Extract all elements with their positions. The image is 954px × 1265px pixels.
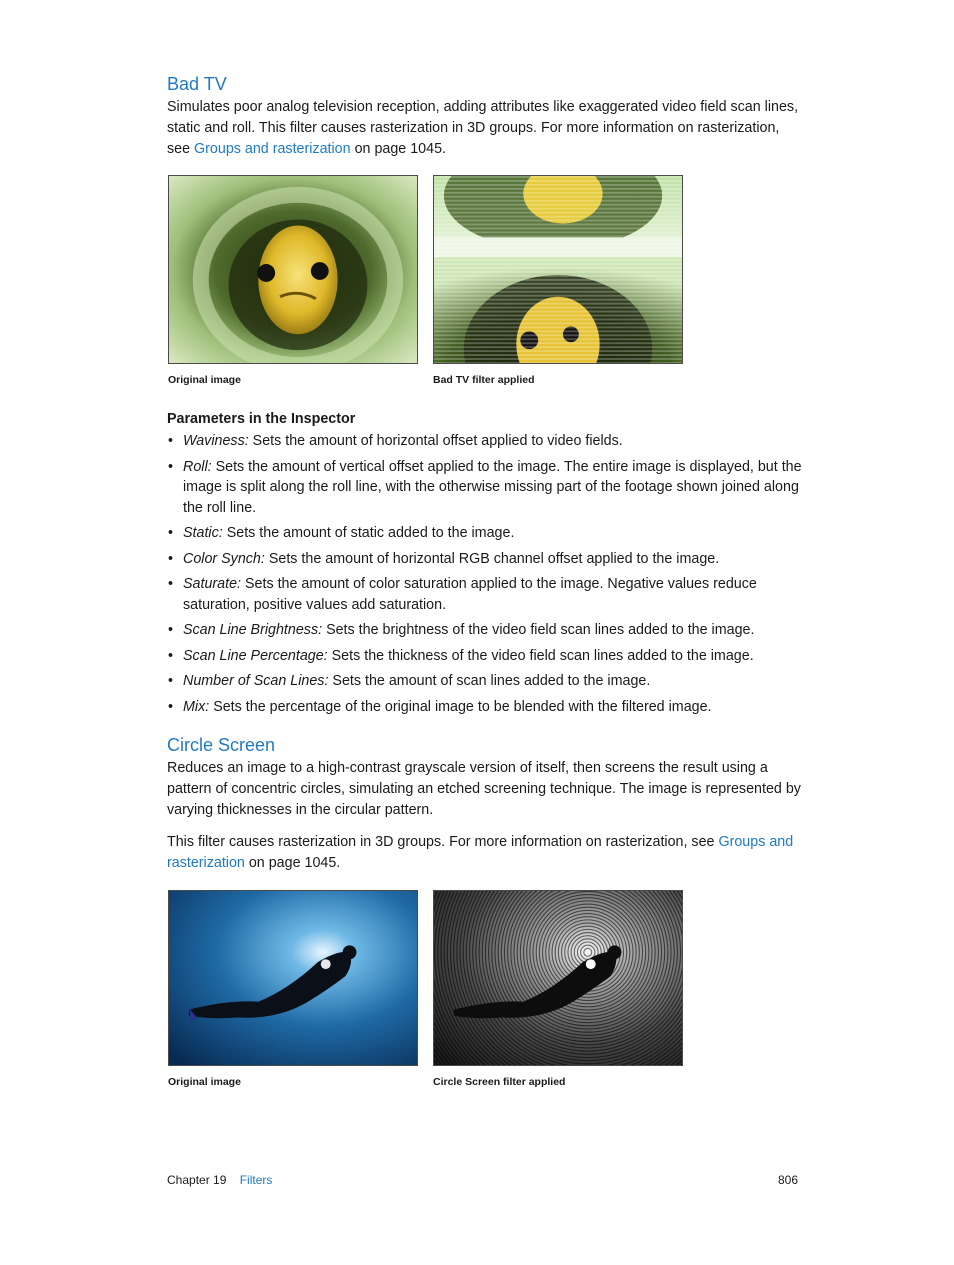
caption-badtv-applied: Bad TV filter applied [433, 374, 535, 386]
section-title-circle-screen: Circle Screen [167, 735, 276, 755]
circle-screen-rasterization-note [167, 832, 802, 874]
bullet-icon: • [168, 673, 174, 689]
parameter-description: Sets the amount of scan lines added to the image. [328, 673, 651, 689]
bullet-icon: • [168, 433, 174, 449]
footer-chapter [167, 1173, 272, 1187]
groups-rasterization-link-2[interactable]: Groups and rasterization [167, 834, 794, 871]
parameter-item [167, 646, 802, 667]
diver-circle-screen-image [433, 890, 683, 1066]
parameter-item [167, 523, 802, 544]
parameter-list [167, 431, 802, 722]
parameter-description: Sets the amount of horizontal offset applied to video fields. [248, 433, 623, 449]
parameter-name: Waviness: [183, 433, 249, 449]
parameter-name: Scan Line Percentage: [183, 647, 328, 664]
bad-tv-intro-tail: on page 1045. [350, 141, 446, 157]
bullet-icon: • [168, 525, 174, 541]
bullet-icon: • [168, 458, 174, 475]
parameter-item [167, 431, 802, 452]
bad-tv-intro [167, 97, 802, 160]
parameter-item [167, 697, 802, 718]
parameter-name: Color Synch: [183, 550, 265, 567]
diver-original-image [168, 890, 418, 1066]
parameter-name: Scan Line Brightness: [183, 622, 323, 638]
parameter-item [167, 574, 802, 615]
bullet-icon: • [168, 576, 174, 592]
parameter-description: Sets the amount of vertical offset applied to the image. The entire image is displayed, but the image is split along the roll line, with the otherwise missing part of the footage shown joined along the roll line. [183, 458, 802, 516]
parameter-name: Roll: [183, 458, 212, 475]
parameter-item [167, 671, 802, 692]
parameter-description: Sets the thickness of the video field scan lines added to the image. [327, 647, 754, 664]
bullet-icon: • [168, 647, 174, 664]
bullet-icon: • [168, 550, 174, 567]
caption-circle-screen-applied: Circle Screen filter applied [433, 1076, 566, 1088]
fish-badtv-image [433, 175, 683, 364]
parameter-description: Sets the amount of color saturation applied to the image. Negative values reduce saturation, positive values add saturation. [183, 576, 757, 613]
section-title-bad-tv: Bad TV [167, 74, 227, 94]
parameter-description: Sets the brightness of the video field scan lines added to the image. [322, 622, 755, 638]
parameter-name: Mix: [183, 698, 210, 715]
bullet-icon: • [168, 622, 174, 638]
footer-chapter-label: Chapter 19 [167, 1173, 227, 1187]
footer-section-link[interactable]: Filters [239, 1173, 273, 1187]
parameter-item [167, 457, 802, 519]
groups-rasterization-link[interactable]: Groups and rasterization [194, 141, 351, 157]
parameter-description: Sets the amount of static added to the image. [222, 525, 515, 541]
page-number: 806 [777, 1173, 798, 1187]
parameters-heading: Parameters in the Inspector [167, 411, 356, 427]
caption-original-image-2: Original image [168, 1076, 241, 1088]
fish-original-image [168, 175, 418, 364]
circle-screen-description: Reduces an image to a high-contrast grayscale version of itself, then screens the result using a pattern of concentric circles, simulating an etched screening technique. The image is represented by varying thicknesses in the circular pattern. [167, 760, 801, 818]
parameter-name: Static: [183, 525, 223, 541]
circle-note-tail: on page 1045. [244, 855, 341, 871]
parameter-item [167, 549, 802, 570]
parameter-item [167, 620, 802, 641]
parameter-name: Number of Scan Lines: [183, 673, 329, 689]
parameter-description: Sets the percentage of the original image to be blended with the filtered image. [209, 698, 712, 715]
caption-original-image: Original image [168, 374, 241, 386]
bad-tv-intro-text: Simulates poor analog television reception, adding attributes like exaggerated video field scan lines, static and roll. This filter causes rasterization in 3D groups. For more information on rasterization, see [167, 99, 799, 157]
parameter-description: Sets the amount of horizontal RGB channel offset applied to the image. [264, 550, 720, 567]
parameter-name: Saturate: [183, 576, 242, 592]
bullet-icon: • [168, 698, 174, 715]
circle-note-text: This filter causes rasterization in 3D groups. For more information on rasterization, see [167, 834, 719, 850]
